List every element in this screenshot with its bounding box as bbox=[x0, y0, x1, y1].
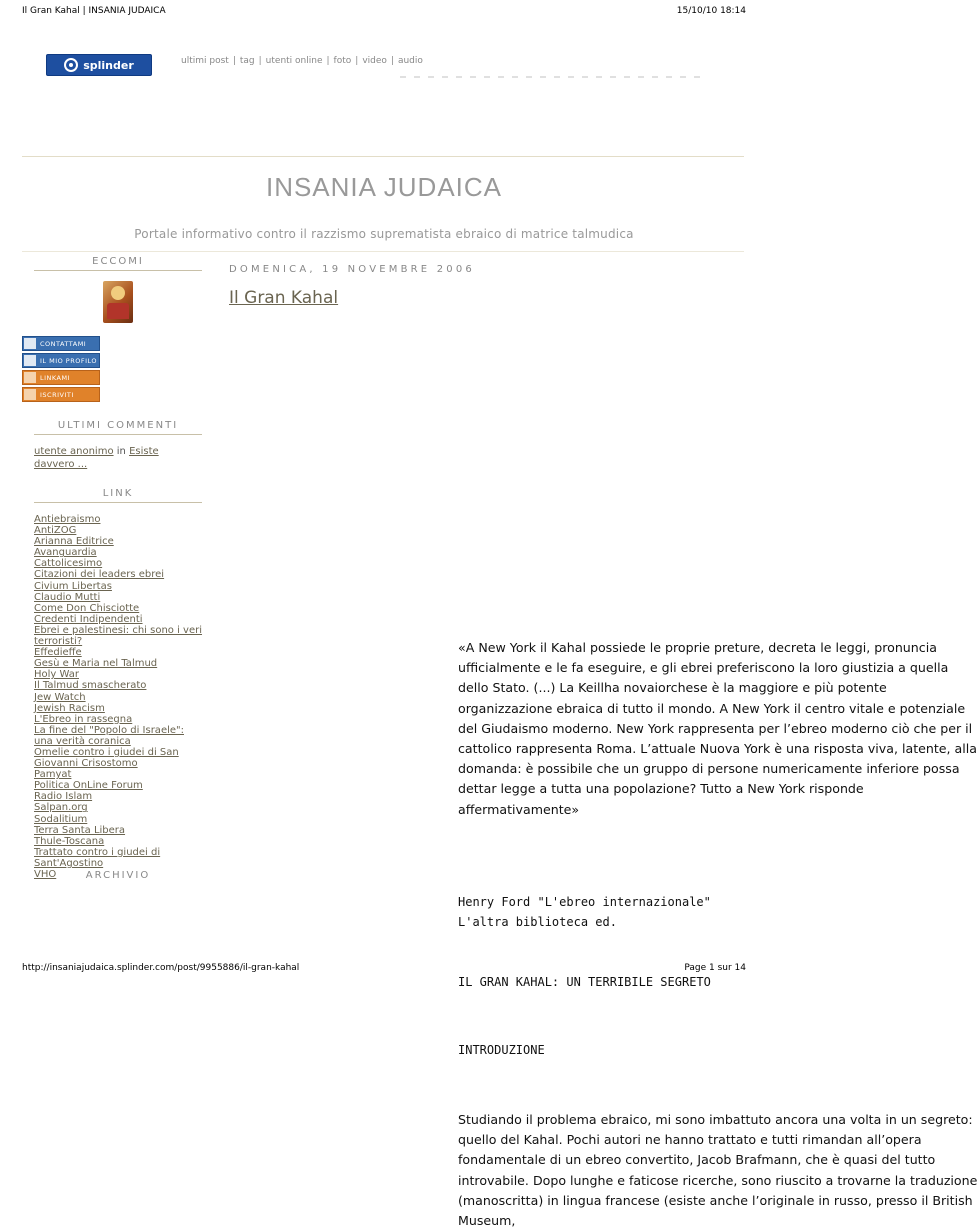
splinder-logo[interactable] bbox=[46, 54, 152, 76]
sidebar-link[interactable]: Arianna Editrice bbox=[34, 536, 114, 548]
nav-ultimi-post[interactable]: ultimi post bbox=[181, 56, 229, 66]
sidebar-link[interactable]: Avanguardia bbox=[34, 547, 97, 559]
profile-buttons bbox=[22, 336, 100, 404]
avatar bbox=[103, 281, 133, 323]
print-url: http://insaniajudaica.splinder.com/post/9955886/il-gran-kahal bbox=[22, 963, 300, 973]
comment-in: in bbox=[116, 446, 126, 457]
sidebar-link[interactable]: Come Don Chisciotte bbox=[34, 602, 140, 614]
sidebar-link[interactable]: Jewish Racism bbox=[34, 702, 105, 714]
sidebar-link[interactable]: Il Talmud smascherato bbox=[34, 680, 147, 692]
sidebar-link[interactable]: Effedieffe bbox=[34, 647, 82, 659]
nav-video[interactable]: video bbox=[362, 56, 387, 66]
top-navigation: ultimi post | tag | utenti online | foto | video | audio bbox=[181, 56, 423, 66]
sidebar-eccomi bbox=[34, 256, 202, 323]
sidebar-link[interactable]: Claudio Mutti bbox=[34, 591, 101, 603]
sidebar-link[interactable]: Cattolicesimo bbox=[34, 558, 103, 570]
splinder-logo-text: splinder bbox=[83, 58, 134, 72]
sidebar-link[interactable]: Sodalitium bbox=[34, 813, 88, 825]
links-section bbox=[34, 488, 202, 503]
comment-post-link[interactable]: Esiste davvero ... bbox=[34, 446, 159, 470]
sidebar-link[interactable]: Antiebraismo bbox=[34, 514, 101, 525]
sidebar-link[interactable]: Gesù e Maria nel Talmud bbox=[34, 658, 158, 670]
sidebar-link[interactable]: Civium Libertas bbox=[34, 580, 112, 592]
post-introduction: Studiando il problema ebraico, mi sono imbattuto ancora una volta in un segreto: quello del Kahal. Pochi autori ne hanno trattato e tutti rimandan all’opera fondamentale di un ebreo convertito, Jacob Brafmann, che è quasi del tutto introvabile. Dopo lunghe e faticose ricerche, sono riuscito a trovarne la traduzione (manoscritta) in lingua francese (esiste anche l’originale in russo, presso il British Museum, bbox=[458, 1112, 978, 1229]
latest-comment bbox=[34, 445, 202, 471]
sidebar-link[interactable]: AntiZOG bbox=[34, 525, 77, 537]
links-list bbox=[34, 514, 202, 880]
linkami-button[interactable] bbox=[22, 370, 100, 385]
sidebar-link[interactable]: La fine del "Popolo di Israele": una verità coranica bbox=[34, 724, 184, 747]
nav-utenti-online[interactable]: utenti online bbox=[265, 56, 323, 66]
sidebar-link[interactable]: Citazioni dei leaders ebrei bbox=[34, 569, 165, 581]
iscriviti-label: ISCRIVITI bbox=[40, 390, 74, 399]
sidebar-link[interactable]: Pamyat bbox=[34, 769, 72, 781]
comments-section bbox=[34, 420, 202, 435]
sidebar-link[interactable]: Salpan.org bbox=[34, 802, 88, 814]
sidebar-link[interactable]: Holy War bbox=[34, 669, 79, 681]
sidebar-link[interactable]: Credenti Indipendenti bbox=[34, 613, 143, 625]
sidebar-link[interactable]: Jew Watch bbox=[34, 691, 86, 703]
envelope-icon bbox=[24, 338, 36, 349]
print-page-title: Il Gran Kahal | INSANIA JUDAICA bbox=[22, 6, 166, 16]
site-title[interactable]: INSANIA JUDAICA bbox=[265, 172, 503, 202]
site-description: Portale informativo contro il razzismo suprematista ebraico di matrice talmudica bbox=[134, 227, 634, 241]
linkami-label: LINKAMI bbox=[40, 373, 71, 382]
profile-icon bbox=[24, 355, 36, 366]
sidebar-link[interactable]: Ebrei e palestinesi: chi sono i veri terroristi? bbox=[34, 624, 203, 648]
link-icon bbox=[24, 372, 36, 383]
post-title[interactable]: Il Gran Kahal bbox=[229, 288, 339, 308]
nav-tag[interactable]: tag bbox=[239, 56, 255, 66]
print-header bbox=[0, 6, 768, 20]
archive-heading: ARCHIVIO bbox=[85, 870, 151, 881]
sidebar-link[interactable]: L'Ebreo in rassegna bbox=[34, 713, 133, 725]
profilo-button[interactable] bbox=[22, 353, 100, 368]
header-divider bbox=[22, 156, 744, 157]
nav-foto[interactable]: foto bbox=[333, 56, 352, 66]
post-source: Henry Ford "L'ebreo internazionale" L'altra biblioteca ed. bbox=[458, 895, 711, 930]
print-datetime: 15/10/10 18:14 bbox=[676, 6, 746, 16]
post-date: DOMENICA, 19 NOVEMBRE 2006 bbox=[229, 264, 475, 275]
splinder-logo-icon bbox=[64, 58, 78, 72]
description-divider bbox=[22, 251, 744, 252]
post-introduction-heading: INTRODUZIONE bbox=[458, 1043, 545, 1057]
post-section-heading: IL GRAN KAHAL: UN TERRIBILE SEGRETO bbox=[458, 975, 711, 989]
faded-header-strip bbox=[400, 76, 700, 78]
post-quote: «A New York il Kahal possiede le proprie preture, decreta le leggi, pronuncia ufficialmente e le fa eseguire, e gli ebrei preferiscono la loro giustizia a quella dello Stato. (...) La Keillha novaiorchese è la maggiore e più potente organizzazione ebraica di tutto il mondo. A New York il centro vitale e potenziale del Giudaismo moderno. New York rappresenta per l’ebreo moderno ciò che per il cattolico rappresenta Roma. L’attuale Nuova York è una risposta viva, latente, alla domanda: è possibile che un gruppo di persone numericamente inferiore possa dettar legge a tutta una popolazione? Tutto a New York risponde affermativamente» bbox=[458, 640, 977, 817]
comment-author-link[interactable]: utente anonimo bbox=[34, 446, 114, 457]
profilo-label: IL MIO PROFILO bbox=[40, 356, 98, 365]
nav-audio[interactable]: audio bbox=[397, 56, 423, 66]
contattami-button[interactable] bbox=[22, 336, 100, 351]
eccomi-heading: ECCOMI bbox=[34, 256, 202, 271]
contattami-label: CONTATTAMI bbox=[40, 339, 87, 348]
sidebar-link[interactable]: Thule-Toscana bbox=[34, 835, 105, 847]
links-heading: LINK bbox=[34, 488, 202, 503]
sidebar-link[interactable]: Omelie contro i giudei di San Giovanni Crisostomo bbox=[34, 746, 179, 770]
sidebar-link[interactable]: VHO bbox=[34, 869, 57, 880]
subscribe-icon bbox=[24, 389, 36, 400]
comments-heading: ULTIMI COMMENTI bbox=[34, 420, 202, 435]
sidebar-link[interactable]: Trattato contro i giudei di Sant'Agostino bbox=[34, 846, 161, 869]
iscriviti-button[interactable] bbox=[22, 387, 100, 402]
sidebar-link[interactable]: Politica OnLine Forum bbox=[34, 780, 143, 792]
sidebar-link[interactable]: Radio Islam bbox=[34, 791, 93, 803]
sidebar-link[interactable]: Terra Santa Libera bbox=[34, 824, 126, 836]
print-page-number: Page 1 sur 14 bbox=[684, 963, 746, 973]
